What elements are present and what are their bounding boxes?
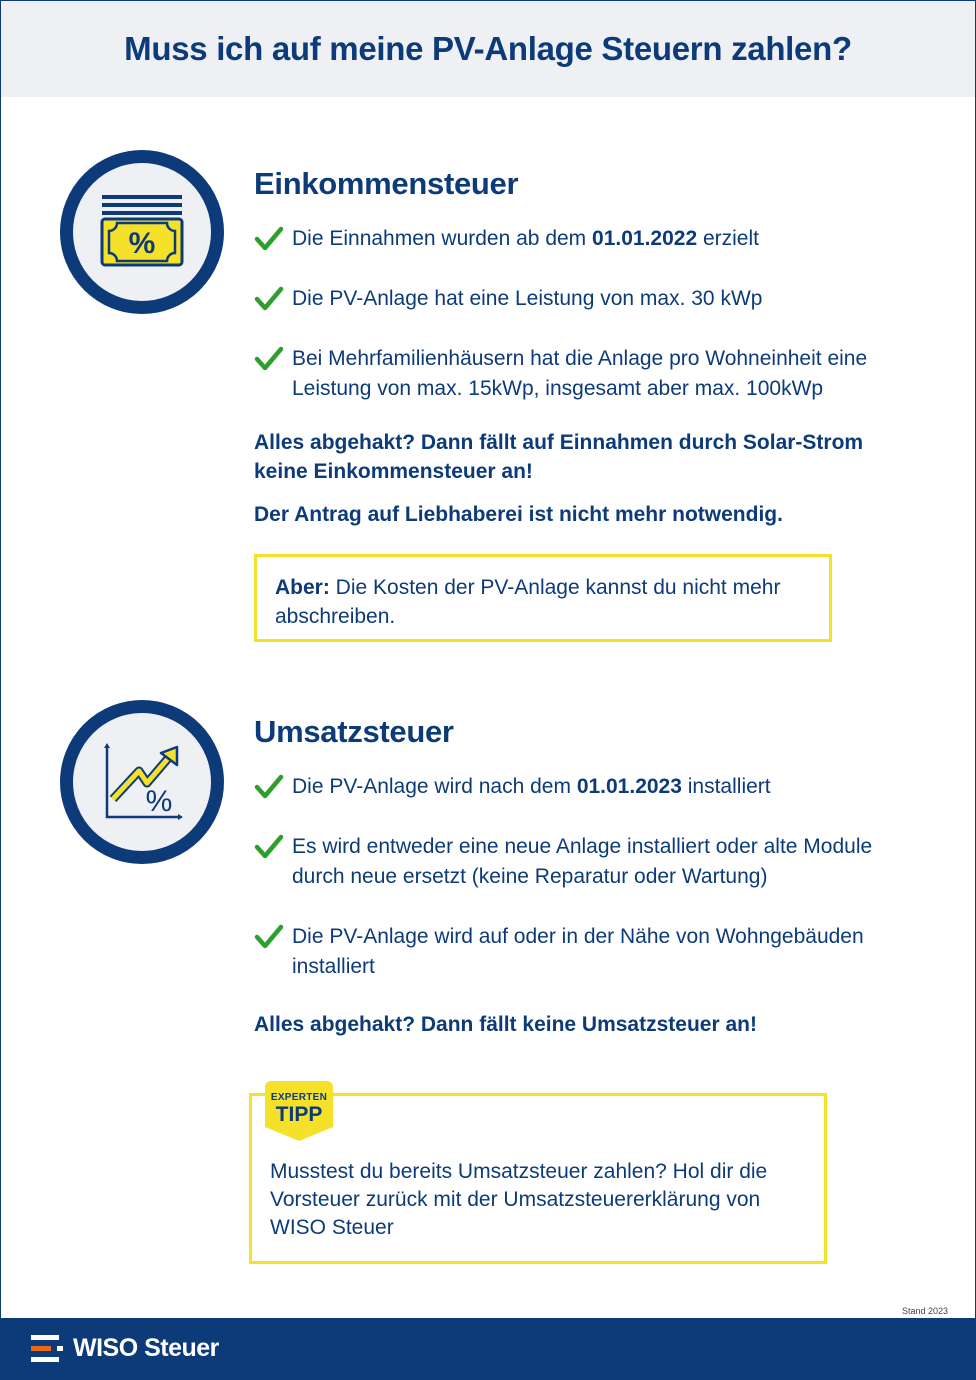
- svg-text:%: %: [128, 227, 156, 260]
- check-item: Die PV-Anlage wird nach dem 01.01.2023 installiert: [254, 772, 914, 802]
- tipp-text: Musstest du bereits Umsatzsteuer zahlen? Hol dir die Vorsteuer zurück mit der Umsatzsteuererklärung von WISO Steuer: [270, 1160, 768, 1239]
- footer-logo-text: WISO Steuer: [73, 1334, 219, 1362]
- checkmark-icon: [254, 924, 284, 950]
- einkommensteuer-title: Einkommensteuer: [254, 166, 519, 201]
- check-item: Die PV-Anlage hat eine Leistung von max. 30 kWp: [254, 284, 914, 314]
- badge-top-label: EXPERTEN: [270, 1092, 328, 1103]
- wiso-logo-icon: [31, 1335, 65, 1363]
- percent-bill-icon: [97, 187, 187, 277]
- check-item: Die Einnahmen wurden ab dem 01.01.2022 erzielt: [254, 224, 914, 254]
- umsatzsteuer-title: Umsatzsteuer: [254, 714, 454, 749]
- checkmark-icon: [254, 774, 284, 800]
- umsatzsteuer-section: [254, 714, 914, 1053]
- checkmark-icon: [254, 834, 284, 860]
- umsatzsteuer-statement: Alles abgehakt? Dann fällt keine Umsatzsteuer an!: [254, 1013, 757, 1036]
- note-label: Aber:: [275, 576, 330, 599]
- page-title: Muss ich auf meine PV-Anlage Steuern zahlen?: [124, 30, 852, 67]
- svg-text:%: %: [145, 785, 173, 818]
- liebhaberei-statement: Der Antrag auf Liebhaberei ist nicht mehr notwendig.: [254, 503, 783, 526]
- einkommensteuer-icon-circle: [60, 150, 224, 314]
- note-box: [254, 554, 832, 642]
- check-item: Es wird entweder eine neue Anlage installiert oder alte Module durch neue ersetzt (keine Reparatur oder Wartung): [254, 832, 914, 892]
- checkmark-icon: [254, 346, 284, 372]
- check-item: Bei Mehrfamilienhäusern hat die Anlage pro Wohneinheit eine Leistung von max. 15kWp, insgesamt aber max. 100kWp: [254, 344, 914, 404]
- note-text: Die Kosten der PV-Anlage kannst du nicht mehr abschreiben.: [275, 576, 781, 628]
- header: [1, 1, 975, 97]
- tipp-box: [249, 1093, 827, 1264]
- checkmark-icon: [254, 226, 284, 252]
- checkmark-icon: [254, 286, 284, 312]
- check-item: Die PV-Anlage wird auf oder in der Nähe von Wohngebäuden installiert: [254, 922, 914, 982]
- experten-tipp-badge: [265, 1081, 333, 1141]
- einkommensteuer-section: [254, 166, 914, 543]
- umsatzsteuer-icon-circle: [60, 700, 224, 864]
- growth-chart-percent-icon: [97, 737, 187, 827]
- badge-main-label: TIPP: [275, 1103, 323, 1126]
- einkommensteuer-statement: Alles abgehakt? Dann fällt auf Einnahmen durch Solar-Strom keine Einkommensteuer an!: [254, 431, 864, 483]
- stand-label: Stand 2023: [901, 1306, 948, 1316]
- footer: [1, 1318, 975, 1379]
